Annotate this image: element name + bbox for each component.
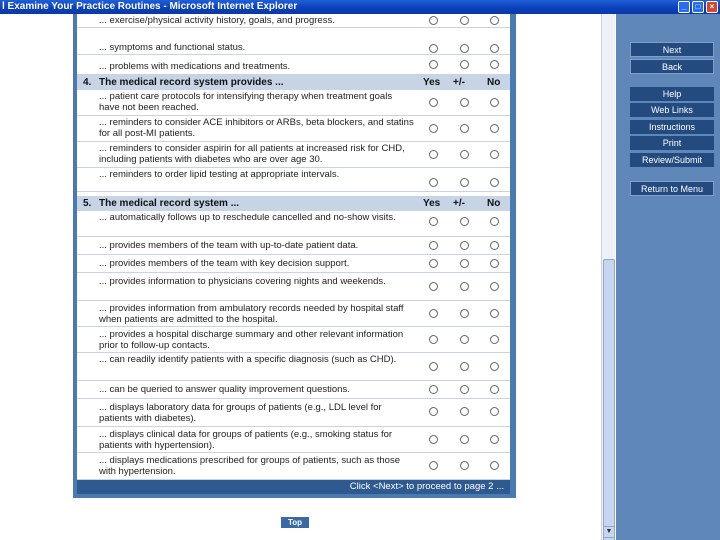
question-text: ... provides a hospital discharge summary and other relevant information prior to follow-up contacts. [99, 329, 404, 351]
web-links-link[interactable]: Web Links [630, 103, 714, 117]
radio-no[interactable] [490, 435, 499, 444]
table-row [77, 353, 510, 381]
radio-yes[interactable] [429, 217, 438, 226]
radio-yes[interactable] [429, 150, 438, 159]
question-text: ... provides information to physicians covering nights and weekends. [99, 276, 386, 287]
question-text: ... automatically follows up to reschedule cancelled and no-show visits. [99, 212, 396, 223]
radio-yes[interactable] [429, 60, 438, 69]
column-no: No [487, 198, 501, 209]
column-yes: Yes [423, 77, 441, 88]
question-text: ... patient care protocols for intensifying therapy when treatment goals have not been reached. [99, 91, 393, 113]
radio-yes[interactable] [429, 385, 438, 394]
next-button[interactable]: Next [630, 42, 714, 57]
radio-yes[interactable] [429, 16, 438, 25]
radio-mid[interactable] [460, 385, 469, 394]
radio-no[interactable] [490, 217, 499, 226]
table-row [77, 28, 510, 55]
radio-yes[interactable] [429, 435, 438, 444]
section-header [77, 75, 510, 90]
question-text: ... provides members of the team with key decision support. [99, 258, 350, 269]
radio-yes[interactable] [429, 335, 438, 344]
review-submit-link[interactable]: Review/Submit [630, 153, 714, 167]
table-row [77, 453, 510, 480]
radio-mid[interactable] [460, 16, 469, 25]
questionnaire-frame [73, 14, 516, 498]
table-row [77, 427, 510, 453]
window-title: l Examine Your Practice Routines - Microsoft Internet Explorer [2, 1, 298, 12]
table-row [77, 142, 510, 168]
radio-no[interactable] [490, 44, 499, 53]
question-text: ... symptoms and functional status. [99, 42, 246, 53]
radio-no[interactable] [490, 60, 499, 69]
table-row [77, 237, 510, 255]
radio-mid[interactable] [460, 44, 469, 53]
radio-yes[interactable] [429, 178, 438, 187]
radio-mid[interactable] [460, 124, 469, 133]
radio-no[interactable] [490, 335, 499, 344]
radio-no[interactable] [490, 282, 499, 291]
table-row [77, 273, 510, 301]
return-to-menu-button[interactable]: Return to Menu [630, 181, 714, 196]
radio-mid[interactable] [460, 461, 469, 470]
minimize-icon[interactable]: _ [678, 1, 690, 13]
radio-mid[interactable] [460, 98, 469, 107]
radio-no[interactable] [490, 385, 499, 394]
column-mid: +/- [453, 198, 465, 209]
table-row [77, 90, 510, 116]
section-header [77, 196, 510, 211]
scroll-down-arrow-icon[interactable]: ▼ [603, 526, 615, 538]
radio-mid[interactable] [460, 362, 469, 371]
radio-no[interactable] [490, 407, 499, 416]
radio-yes[interactable] [429, 98, 438, 107]
sidebar [616, 14, 720, 540]
radio-no[interactable] [490, 461, 499, 470]
table-row [77, 116, 510, 142]
radio-mid[interactable] [460, 335, 469, 344]
column-no: No [487, 77, 501, 88]
radio-mid[interactable] [460, 60, 469, 69]
radio-yes[interactable] [429, 124, 438, 133]
section-title: The medical record system provides ... [99, 77, 284, 88]
radio-no[interactable] [490, 178, 499, 187]
radio-no[interactable] [490, 309, 499, 318]
question-text: ... can be queried to answer quality improvement questions. [99, 384, 350, 395]
radio-mid[interactable] [460, 241, 469, 250]
question-text: ... problems with medications and treatments. [99, 61, 291, 72]
question-text: ... reminders to consider ACE inhibitors or ARBs, beta blockers, and statins for all post-MI patients. [99, 117, 414, 139]
question-text: ... reminders to consider aspirin for all patients at increased risk for CHD, including patients with diabetes who are over age 30. [99, 143, 405, 165]
radio-yes[interactable] [429, 309, 438, 318]
section-title: The medical record system ... [99, 198, 240, 209]
radio-no[interactable] [490, 124, 499, 133]
radio-yes[interactable] [429, 259, 438, 268]
window-titlebar [0, 0, 720, 14]
table-row [77, 14, 510, 28]
radio-yes[interactable] [429, 241, 438, 250]
radio-yes[interactable] [429, 44, 438, 53]
question-text: ... displays clinical data for groups of patients (e.g., smoking status for patients with hypertension). [99, 429, 393, 451]
radio-mid[interactable] [460, 282, 469, 291]
question-text: ... provides information from ambulatory records needed by hospital staff when patients are admitted to the hospital. [99, 303, 404, 325]
table-row [77, 211, 510, 237]
radio-mid[interactable] [460, 178, 469, 187]
radio-no[interactable] [490, 362, 499, 371]
radio-mid[interactable] [460, 407, 469, 416]
radio-yes[interactable] [429, 461, 438, 470]
table-row [77, 327, 510, 353]
table-row [77, 399, 510, 427]
radio-yes[interactable] [429, 407, 438, 416]
instructions-link[interactable]: Instructions [630, 120, 714, 134]
back-button[interactable]: Back [630, 59, 714, 74]
close-icon[interactable]: × [706, 1, 718, 13]
column-yes: Yes [423, 198, 441, 209]
question-text: ... displays medications prescribed for groups of patients, such as those with hypertension. [99, 455, 400, 477]
table-row [77, 168, 510, 192]
scrollbar-thumb[interactable] [603, 259, 615, 540]
table-row [77, 381, 510, 399]
radio-no[interactable] [490, 150, 499, 159]
question-text: ... displays laboratory data for groups of patients (e.g., LDL level for patients with diabetes). [99, 402, 382, 424]
footer-instruction: Click <Next> to proceed to page 2 ... [77, 480, 510, 494]
questionnaire-table [77, 14, 510, 494]
radio-mid[interactable] [460, 217, 469, 226]
radio-mid[interactable] [460, 435, 469, 444]
column-mid: +/- [453, 77, 465, 88]
radio-yes[interactable] [429, 282, 438, 291]
question-text: ... exercise/physical activity history, goals, and progress. [99, 15, 335, 26]
section-number: 5. [83, 198, 92, 209]
table-row [77, 55, 510, 75]
radio-no[interactable] [490, 259, 499, 268]
vertical-scrollbar[interactable] [601, 14, 615, 540]
radio-no[interactable] [490, 16, 499, 25]
radio-mid[interactable] [460, 259, 469, 268]
top-button[interactable]: Top [281, 517, 309, 528]
question-text: ... reminders to order lipid testing at appropriate intervals. [99, 169, 340, 180]
radio-mid[interactable] [460, 150, 469, 159]
radio-mid[interactable] [460, 309, 469, 318]
table-row [77, 255, 510, 273]
question-text: ... can readily identify patients with a specific diagnosis (such as CHD). [99, 354, 397, 365]
radio-yes[interactable] [429, 362, 438, 371]
radio-no[interactable] [490, 98, 499, 107]
question-text: ... provides members of the team with up-to-date patient data. [99, 240, 359, 251]
print-link[interactable]: Print [630, 136, 714, 150]
radio-no[interactable] [490, 241, 499, 250]
table-row [77, 301, 510, 327]
maximize-icon[interactable]: □ [692, 1, 704, 13]
section-number: 4. [83, 77, 92, 88]
help-link[interactable]: Help [630, 87, 714, 101]
window-controls [678, 1, 718, 13]
